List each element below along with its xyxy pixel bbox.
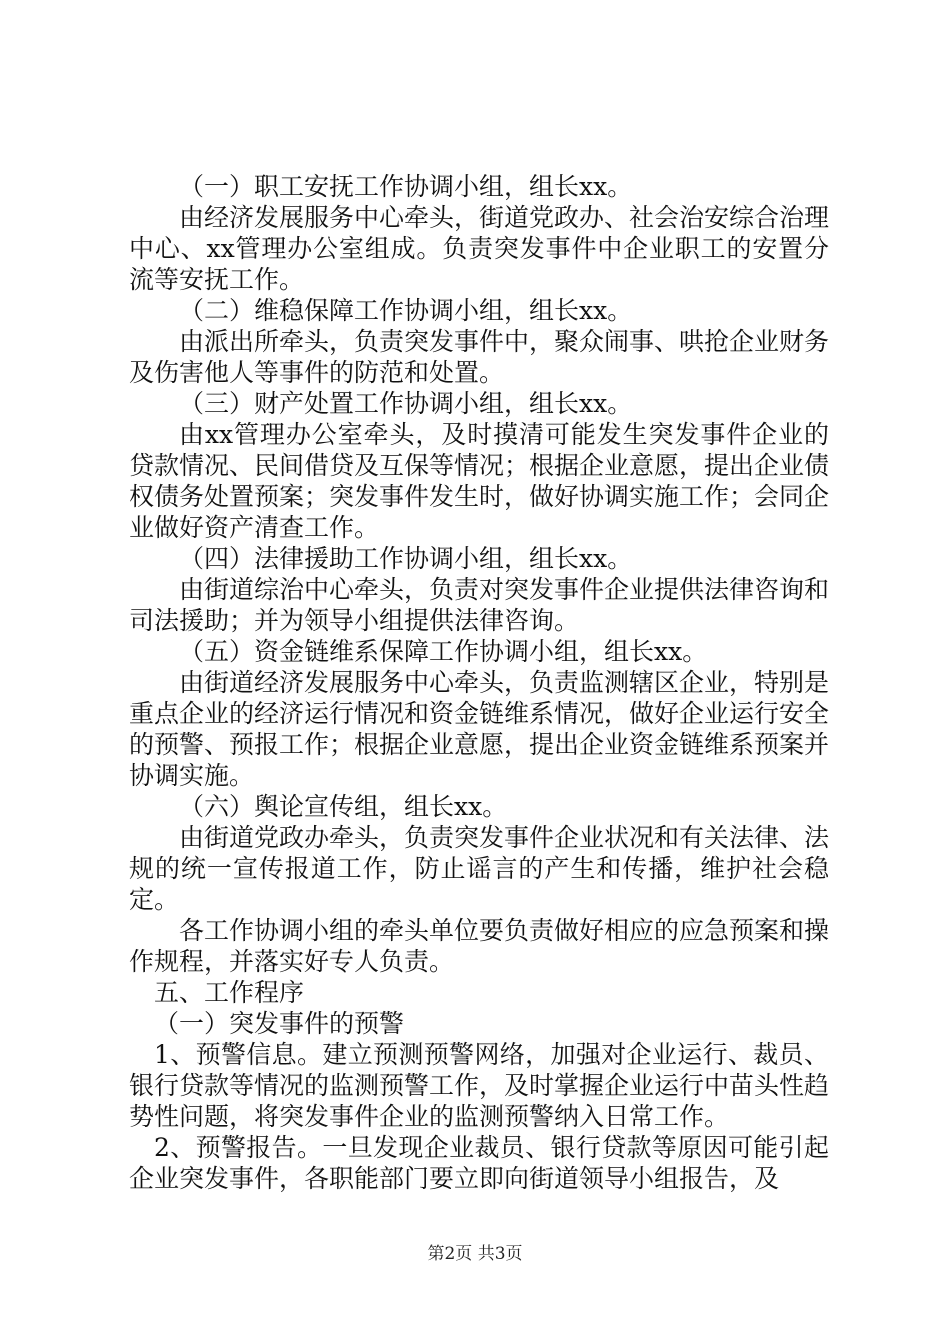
heading-group-3: （三）财产处置工作协调小组，组长xx。 [179, 389, 633, 418]
paragraph-group-1: 由经济发展服务中心牵头，街道党政办、社会治安综合治理中心、xx管理办公室组成。负责突发事件中企业职工的安置分流等安抚工作。 [129, 203, 830, 294]
paragraph-summary: 各工作协调小组的牵头单位要负责做好相应的应急预案和操作规程，并落实好专人负责。 [129, 916, 830, 976]
paragraph-group-2: 由派出所牵头，负责突发事件中，聚众闹事、哄抢企业财务及伤害他人等事件的防范和处置。 [129, 327, 830, 387]
heading-group-4: （四）法律援助工作协调小组，组长xx。 [179, 544, 633, 573]
page-footer: 第2页 共3页 [427, 1244, 523, 1264]
heading-group-6: （六）舆论宣传组，组长xx。 [179, 792, 508, 821]
subsection-heading-warning: （一）突发事件的预警 [154, 1009, 405, 1038]
paragraph-warning-info: 1、预警信息。建立预测预警网络，加强对企业运行、裁员、银行贷款等情况的监测预警工作，及时掌握企业运行中苗头性趋势性问题，将突发事件企业的监测预警纳入日常工作。 [129, 1040, 830, 1131]
heading-group-5: （五）资金链维系保障工作协调小组，组长xx。 [179, 637, 708, 666]
document-body [129, 171, 829, 1194]
paragraph-warning-report: 2、预警报告。一旦发现企业裁员、银行贷款等原因可能引起企业突发事件，各职能部门要立即向街道领导小组报告，及 [129, 1133, 829, 1193]
paragraph-group-4: 由街道综治中心牵头，负责对突发事件企业提供法律咨询和司法援助；并为领导小组提供法律咨询。 [129, 575, 830, 635]
heading-group-2: （二）维稳保障工作协调小组，组长xx。 [179, 296, 633, 325]
paragraph-group-5: 由街道经济发展服务中心牵头，负责监测辖区企业，特别是重点企业的经济运行情况和资金链维系情况，做好企业运行安全的预警、预报工作；根据企业意愿，提出企业资金链维系预案并协调实施。 [129, 668, 830, 790]
heading-group-1: （一）职工安抚工作协调小组，组长xx。 [179, 172, 633, 201]
paragraph-group-6: 由街道党政办牵头，负责突发事件企业状况和有关法律、法规的统一宣传报道工作，防止谣言的产生和传播，维护社会稳定。 [129, 823, 830, 914]
section-heading-procedure: 五、工作程序 [154, 978, 305, 1007]
paragraph-group-3: 由xx管理办公室牵头，及时摸清可能发生突发事件企业的贷款情况、民间借贷及互保等情况；根据企业意愿，提出企业债权债务处置预案；突发事件发生时，做好协调实施工作；会同企业做好资产清查工作。 [129, 420, 830, 542]
